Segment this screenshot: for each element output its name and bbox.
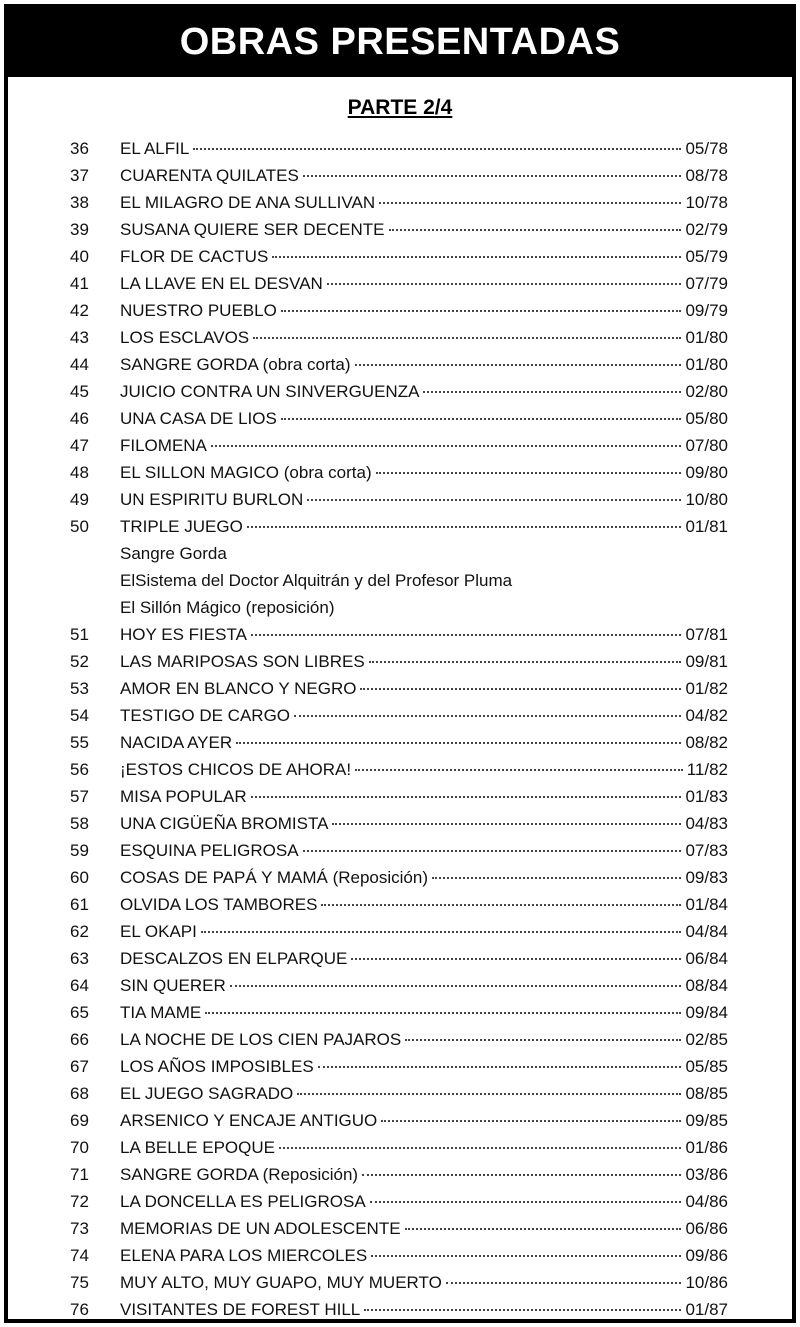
dot-leader bbox=[332, 823, 681, 825]
item-date: 02/80 bbox=[685, 382, 728, 401]
dot-leader bbox=[360, 688, 681, 690]
item-date: 04/86 bbox=[685, 1192, 728, 1211]
item-date: 01/84 bbox=[685, 895, 728, 914]
item-title: EL OKAPI bbox=[120, 922, 197, 941]
dot-leader bbox=[364, 1309, 681, 1311]
item-date: 05/78 bbox=[685, 139, 728, 158]
item-date: 01/80 bbox=[685, 328, 728, 347]
item-content bbox=[120, 432, 728, 459]
dot-leader bbox=[294, 715, 681, 717]
item-date: 01/81 bbox=[685, 517, 728, 536]
item-title: VISITANTES DE FOREST HILL bbox=[120, 1300, 361, 1319]
item-date: 03/86 bbox=[685, 1165, 728, 1184]
item-number: 76 bbox=[70, 1300, 89, 1319]
item-title: LA NOCHE DE LOS CIEN PAJAROS bbox=[120, 1030, 402, 1049]
item-title: LA DONCELLA ES PELIGROSA bbox=[120, 1192, 366, 1211]
item-content bbox=[120, 810, 728, 837]
item-title: SANGRE GORDA (Reposición) bbox=[120, 1165, 359, 1184]
item-number: 52 bbox=[70, 652, 89, 671]
item-number: 70 bbox=[70, 1138, 89, 1157]
item-content bbox=[120, 702, 728, 729]
dot-leader bbox=[327, 283, 682, 285]
list-item bbox=[8, 972, 792, 999]
item-content bbox=[120, 999, 728, 1026]
item-title: JUICIO CONTRA UN SINVERGUENZA bbox=[120, 382, 420, 401]
item-content bbox=[120, 513, 728, 540]
item-content bbox=[120, 162, 728, 189]
list-item bbox=[8, 1242, 792, 1269]
list-item bbox=[8, 405, 792, 432]
list-item bbox=[8, 999, 792, 1026]
item-date: 04/82 bbox=[685, 706, 728, 725]
item-number: 63 bbox=[70, 949, 89, 968]
dot-leader bbox=[211, 445, 682, 447]
item-number: 75 bbox=[70, 1273, 89, 1292]
item-title: EL MILAGRO DE ANA SULLIVAN bbox=[120, 193, 376, 212]
item-number: 65 bbox=[70, 1003, 89, 1022]
item-title: LOS AÑOS IMPOSIBLES bbox=[120, 1057, 314, 1076]
dot-leader bbox=[247, 526, 682, 528]
item-number: 48 bbox=[70, 463, 89, 482]
item-number: 68 bbox=[70, 1084, 89, 1103]
list-subitem bbox=[8, 540, 792, 567]
item-number: 45 bbox=[70, 382, 89, 401]
item-title: UNA CASA DE LIOS bbox=[120, 409, 277, 428]
item-title: ElSistema del Doctor Alquitrán y del Profesor Pluma bbox=[120, 571, 513, 590]
dot-leader bbox=[362, 1174, 681, 1176]
dot-leader bbox=[446, 1282, 682, 1284]
item-date: 09/84 bbox=[685, 1003, 728, 1022]
item-number: 73 bbox=[70, 1219, 89, 1238]
item-number: 74 bbox=[70, 1246, 89, 1265]
item-title: MUY ALTO, MUY GUAPO, MUY MUERTO bbox=[120, 1273, 442, 1292]
item-date: 04/84 bbox=[685, 922, 728, 941]
list-item bbox=[8, 216, 792, 243]
item-number: 44 bbox=[70, 355, 89, 374]
works-list bbox=[8, 135, 792, 1323]
dot-leader bbox=[405, 1039, 681, 1041]
item-content bbox=[120, 1026, 728, 1053]
list-item bbox=[8, 324, 792, 351]
item-number: 60 bbox=[70, 868, 89, 887]
item-title: ESQUINA PELIGROSA bbox=[120, 841, 299, 860]
dot-leader bbox=[279, 1147, 681, 1149]
item-title: FILOMENA bbox=[120, 436, 207, 455]
dot-leader bbox=[297, 1093, 681, 1095]
list-item bbox=[8, 432, 792, 459]
dot-leader bbox=[236, 742, 681, 744]
item-content bbox=[120, 648, 728, 675]
item-number: 41 bbox=[70, 274, 89, 293]
item-date: 06/86 bbox=[685, 1219, 728, 1238]
list-item bbox=[8, 729, 792, 756]
item-number: 66 bbox=[70, 1030, 89, 1049]
item-number: 71 bbox=[70, 1165, 89, 1184]
item-content bbox=[120, 459, 728, 486]
item-number: 37 bbox=[70, 166, 89, 185]
item-date: 07/81 bbox=[685, 625, 728, 644]
item-number: 67 bbox=[70, 1057, 89, 1076]
item-content bbox=[120, 675, 728, 702]
dot-leader bbox=[281, 418, 682, 420]
dot-leader bbox=[371, 1255, 681, 1257]
item-number: 38 bbox=[70, 193, 89, 212]
item-content bbox=[120, 1296, 728, 1323]
list-item bbox=[8, 351, 792, 378]
item-date: 05/80 bbox=[685, 409, 728, 428]
item-content bbox=[120, 135, 728, 162]
list-item bbox=[8, 1161, 792, 1188]
item-title: EL SILLON MAGICO (obra corta) bbox=[120, 463, 372, 482]
item-number: 61 bbox=[70, 895, 89, 914]
dot-leader bbox=[251, 796, 682, 798]
dot-leader bbox=[351, 958, 681, 960]
item-title: ELENA PARA LOS MIERCOLES bbox=[120, 1246, 368, 1265]
list-item bbox=[8, 783, 792, 810]
list-item bbox=[8, 189, 792, 216]
dot-leader bbox=[281, 310, 682, 312]
item-title: El Sillón Mágico (reposición) bbox=[120, 598, 335, 617]
item-number: 39 bbox=[70, 220, 89, 239]
item-content bbox=[120, 945, 728, 972]
item-content bbox=[120, 540, 227, 567]
item-title: SUSANA QUIERE SER DECENTE bbox=[120, 220, 385, 239]
item-content bbox=[120, 378, 728, 405]
dot-leader bbox=[201, 931, 682, 933]
dot-leader bbox=[423, 391, 681, 393]
item-content bbox=[120, 783, 728, 810]
item-content bbox=[120, 1161, 728, 1188]
item-date: 01/83 bbox=[685, 787, 728, 806]
item-title: SIN QUERER bbox=[120, 976, 226, 995]
dot-leader bbox=[405, 1228, 682, 1230]
item-content bbox=[120, 972, 728, 999]
item-date: 02/79 bbox=[685, 220, 728, 239]
item-content bbox=[120, 891, 728, 918]
item-title: NACIDA AYER bbox=[120, 733, 233, 752]
item-date: 01/87 bbox=[685, 1300, 728, 1319]
item-content bbox=[120, 837, 728, 864]
dot-leader bbox=[389, 229, 682, 231]
list-item bbox=[8, 1296, 792, 1323]
item-content bbox=[120, 729, 728, 756]
item-number: 50 bbox=[70, 517, 89, 536]
item-number: 46 bbox=[70, 409, 89, 428]
list-item bbox=[8, 378, 792, 405]
item-date: 09/81 bbox=[685, 652, 728, 671]
item-number: 43 bbox=[70, 328, 89, 347]
item-title: MEMORIAS DE UN ADOLESCENTE bbox=[120, 1219, 401, 1238]
dot-leader bbox=[376, 472, 682, 474]
list-item bbox=[8, 837, 792, 864]
item-title: LA LLAVE EN EL DESVAN bbox=[120, 274, 323, 293]
item-number: 72 bbox=[70, 1192, 89, 1211]
item-date: 08/78 bbox=[685, 166, 728, 185]
dot-leader bbox=[379, 202, 681, 204]
item-title: LOS ESCLAVOS bbox=[120, 328, 250, 347]
item-number: 42 bbox=[70, 301, 89, 320]
list-item bbox=[8, 1188, 792, 1215]
item-content bbox=[120, 1269, 728, 1296]
list-item bbox=[8, 297, 792, 324]
item-title: TESTIGO DE CARGO bbox=[120, 706, 291, 725]
item-content bbox=[120, 756, 728, 783]
list-item bbox=[8, 1107, 792, 1134]
item-content bbox=[120, 918, 728, 945]
list-item bbox=[8, 162, 792, 189]
list-item bbox=[8, 756, 792, 783]
item-title: TIA MAME bbox=[120, 1003, 202, 1022]
list-item bbox=[8, 810, 792, 837]
dot-leader bbox=[251, 634, 682, 636]
item-title: ARSENICO Y ENCAJE ANTIGUO bbox=[120, 1111, 378, 1130]
item-title: TRIPLE JUEGO bbox=[120, 517, 243, 536]
dot-leader bbox=[303, 175, 682, 177]
item-date: 08/82 bbox=[685, 733, 728, 752]
item-title: CUARENTA QUILATES bbox=[120, 166, 299, 185]
item-number: 55 bbox=[70, 733, 89, 752]
dot-leader bbox=[303, 850, 682, 852]
item-content bbox=[120, 594, 334, 621]
item-number: 69 bbox=[70, 1111, 89, 1130]
item-title: NUESTRO PUEBLO bbox=[120, 301, 277, 320]
item-number: 36 bbox=[70, 139, 89, 158]
document-frame bbox=[4, 4, 796, 1323]
item-content bbox=[120, 1107, 728, 1134]
item-date: 05/79 bbox=[685, 247, 728, 266]
item-date: 11/82 bbox=[686, 760, 728, 779]
list-item bbox=[8, 1134, 792, 1161]
dot-leader bbox=[205, 1012, 681, 1014]
item-content bbox=[120, 351, 728, 378]
item-content bbox=[120, 486, 728, 513]
item-title: LAS MARIPOSAS SON LIBRES bbox=[120, 652, 365, 671]
item-title: OLVIDA LOS TAMBORES bbox=[120, 895, 318, 914]
dot-leader bbox=[355, 364, 682, 366]
item-date: 08/84 bbox=[685, 976, 728, 995]
list-item bbox=[8, 459, 792, 486]
list-item bbox=[8, 702, 792, 729]
list-item bbox=[8, 1053, 792, 1080]
list-subitem bbox=[8, 594, 792, 621]
item-title: UNA CIGÜEÑA BROMISTA bbox=[120, 814, 329, 833]
item-content bbox=[120, 216, 728, 243]
item-title: HOY ES FIESTA bbox=[120, 625, 247, 644]
item-date: 05/85 bbox=[685, 1057, 728, 1076]
item-number: 58 bbox=[70, 814, 89, 833]
dot-leader bbox=[381, 1120, 681, 1122]
item-date: 10/86 bbox=[685, 1273, 728, 1292]
item-number: 54 bbox=[70, 706, 89, 725]
item-number: 51 bbox=[70, 625, 89, 644]
item-content bbox=[120, 405, 728, 432]
item-title: FLOR DE CACTUS bbox=[120, 247, 269, 266]
item-content bbox=[120, 189, 728, 216]
item-content bbox=[120, 1215, 728, 1242]
item-title: MISA POPULAR bbox=[120, 787, 247, 806]
dot-leader bbox=[193, 148, 681, 150]
item-title: Sangre Gorda bbox=[120, 544, 227, 563]
item-title: EL ALFIL bbox=[120, 139, 190, 158]
item-date: 09/85 bbox=[685, 1111, 728, 1130]
item-number: 49 bbox=[70, 490, 89, 509]
item-number: 62 bbox=[70, 922, 89, 941]
dot-leader bbox=[230, 985, 682, 987]
item-number: 57 bbox=[70, 787, 89, 806]
item-date: 02/85 bbox=[685, 1030, 728, 1049]
item-number: 47 bbox=[70, 436, 89, 455]
item-date: 06/84 bbox=[685, 949, 728, 968]
list-item bbox=[8, 864, 792, 891]
list-item bbox=[8, 891, 792, 918]
item-date: 07/80 bbox=[685, 436, 728, 455]
item-date: 10/80 bbox=[685, 490, 728, 509]
section-subtitle: PARTE 2/4 bbox=[347, 96, 453, 119]
list-item bbox=[8, 270, 792, 297]
item-content bbox=[120, 567, 512, 594]
item-content bbox=[120, 324, 728, 351]
item-title: EL JUEGO SAGRADO bbox=[120, 1084, 294, 1103]
item-content bbox=[120, 270, 728, 297]
dot-leader bbox=[272, 256, 681, 258]
item-content bbox=[120, 621, 728, 648]
item-content bbox=[120, 243, 728, 270]
list-item bbox=[8, 513, 792, 540]
item-date: 09/86 bbox=[685, 1246, 728, 1265]
item-content bbox=[120, 1053, 728, 1080]
dot-leader bbox=[369, 661, 682, 663]
list-item bbox=[8, 675, 792, 702]
item-date: 01/80 bbox=[685, 355, 728, 374]
item-title: ¡ESTOS CHICOS DE AHORA! bbox=[120, 760, 352, 779]
list-item bbox=[8, 486, 792, 513]
dot-leader bbox=[318, 1066, 682, 1068]
item-content bbox=[120, 1242, 728, 1269]
item-date: 01/86 bbox=[685, 1138, 728, 1157]
item-number: 56 bbox=[70, 760, 89, 779]
item-title: UN ESPIRITU BURLON bbox=[120, 490, 304, 509]
item-date: 07/79 bbox=[685, 274, 728, 293]
item-title: AMOR EN BLANCO Y NEGRO bbox=[120, 679, 357, 698]
list-item bbox=[8, 1080, 792, 1107]
list-item bbox=[8, 918, 792, 945]
item-content bbox=[120, 297, 728, 324]
item-title: DESCALZOS EN ELPARQUE bbox=[120, 949, 348, 968]
item-date: 09/79 bbox=[685, 301, 728, 320]
item-date: 04/83 bbox=[685, 814, 728, 833]
list-item bbox=[8, 621, 792, 648]
item-content bbox=[120, 1134, 728, 1161]
list-item bbox=[8, 1026, 792, 1053]
item-date: 08/85 bbox=[685, 1084, 728, 1103]
item-title: LA BELLE EPOQUE bbox=[120, 1138, 275, 1157]
item-title: COSAS DE PAPÁ Y MAMÁ (Reposición) bbox=[120, 868, 428, 887]
list-subitem bbox=[8, 567, 792, 594]
item-date: 09/80 bbox=[685, 463, 728, 482]
item-number: 40 bbox=[70, 247, 89, 266]
item-title: SANGRE GORDA (obra corta) bbox=[120, 355, 351, 374]
page-title: OBRAS PRESENTADAS bbox=[8, 8, 792, 77]
item-date: 01/82 bbox=[685, 679, 728, 698]
item-content bbox=[120, 1080, 728, 1107]
item-content bbox=[120, 1188, 728, 1215]
item-number: 59 bbox=[70, 841, 89, 860]
dot-leader bbox=[355, 769, 683, 771]
list-item bbox=[8, 1269, 792, 1296]
list-item bbox=[8, 945, 792, 972]
item-date: 07/83 bbox=[685, 841, 728, 860]
item-number: 64 bbox=[70, 976, 89, 995]
list-item bbox=[8, 648, 792, 675]
dot-leader bbox=[321, 904, 681, 906]
dot-leader bbox=[370, 1201, 682, 1203]
list-item bbox=[8, 243, 792, 270]
item-content bbox=[120, 864, 728, 891]
dot-leader bbox=[432, 877, 681, 879]
dot-leader bbox=[253, 337, 681, 339]
item-date: 09/83 bbox=[685, 868, 728, 887]
dot-leader bbox=[307, 499, 681, 501]
list-item bbox=[8, 1215, 792, 1242]
item-number: 53 bbox=[70, 679, 89, 698]
item-date: 10/78 bbox=[685, 193, 728, 212]
list-item bbox=[8, 135, 792, 162]
